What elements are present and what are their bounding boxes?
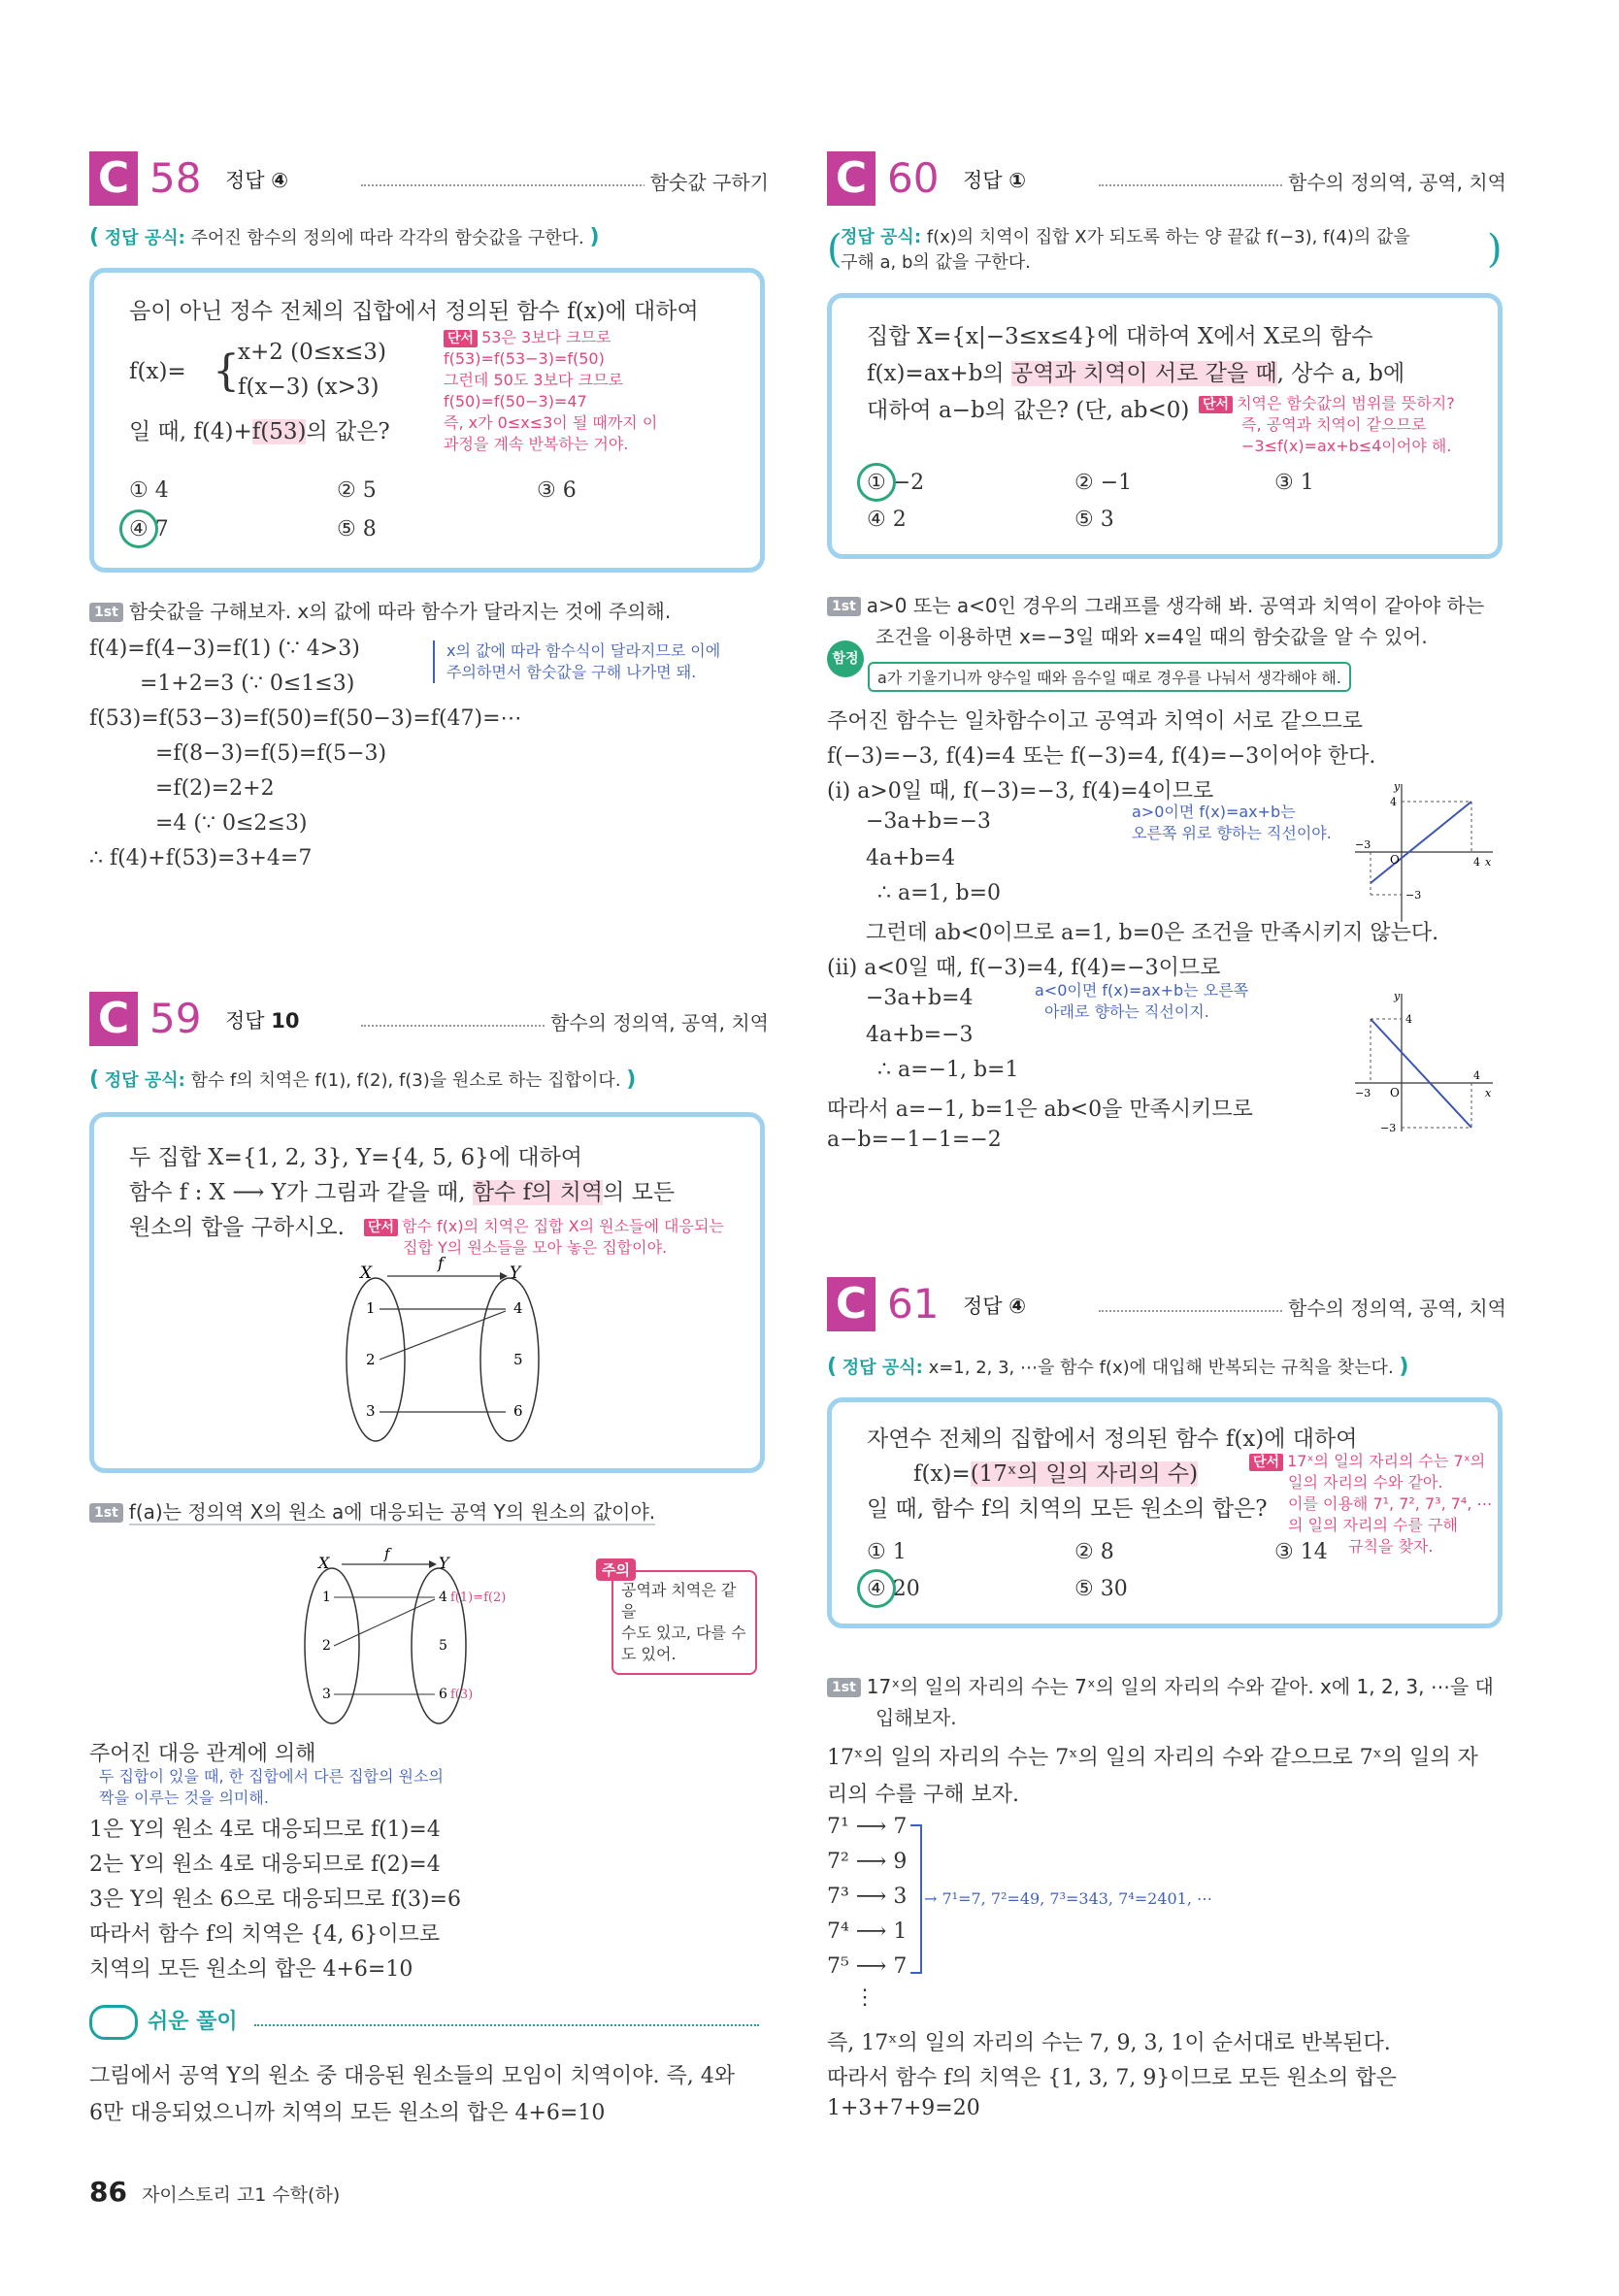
easy-solution-header: 쉬운 풀이 xyxy=(89,2005,238,2040)
first-step: 1st 함숫값을 구해보자. x의 값에 따라 함수가 달라지는 것에 주의해. xyxy=(89,596,671,627)
answer-label: 정답 ④ xyxy=(225,169,289,192)
solution-line: 치역의 모든 원소의 합은 4+6=10 xyxy=(89,1957,413,1982)
problem-58-header xyxy=(89,151,769,206)
mapping-diagram-2 xyxy=(293,1545,507,1739)
image-label: f(3) xyxy=(450,1688,474,1702)
svg-text:−3: −3 xyxy=(1405,889,1422,902)
side-note: a<0이면 f(x)=ax+b는 오른쪽 아래로 향하는 직선이지. xyxy=(1035,981,1249,1021)
topic-label: 함수의 정의역, 공역, 치역 xyxy=(1282,167,1506,195)
solution-line: =f(8−3)=f(5)=f(5−3) xyxy=(155,741,387,766)
choice-5[interactable]: ⑤ 8 xyxy=(337,517,377,541)
solution-line: −3a+b=4 xyxy=(866,986,974,1010)
solution-line: =4 (∵ 0≤2≤3) xyxy=(155,811,308,836)
choice-4[interactable]: ④ 2 xyxy=(867,508,907,532)
solution-line: 즉, 17ˣ의 일의 자리의 수는 7, 9, 3, 1이 순서대로 반복된다. xyxy=(827,2031,1391,2055)
solution-line: 4a+b=−3 xyxy=(866,1023,974,1047)
answer-circle xyxy=(857,463,896,502)
solution-line: 3은 Y의 원소 6으로 대응되므로 f(3)=6 xyxy=(89,1887,461,1912)
problem-line: 원소의 합을 구하시오. xyxy=(129,1215,345,1240)
f-label: f xyxy=(438,1254,444,1272)
hint-box: 단서 함수 f(x)의 치역은 집합 X의 원소들에 대응되는 집합 Y의 원소들을 모아 놓은 집합이야. xyxy=(364,1216,724,1259)
svg-text:4: 4 xyxy=(1405,1013,1412,1026)
choice-4[interactable]: ④ 20 xyxy=(867,1577,920,1601)
solution-line: 따라서 a=−1, b=1은 ab<0을 만족시키므로 xyxy=(827,1098,1253,1122)
problem-line: 음이 아닌 정수 전체의 집합에서 정의된 함수 f(x)에 대하여 xyxy=(129,299,699,324)
choice-2[interactable]: ② 8 xyxy=(1074,1540,1114,1564)
problem-59-box xyxy=(89,1112,765,1473)
choice-1[interactable]: ① 4 xyxy=(129,478,169,503)
choice-1[interactable]: ① −2 xyxy=(867,471,925,495)
y-element: 4 xyxy=(513,1299,523,1317)
svg-text:O: O xyxy=(1390,853,1400,867)
svg-text:2: 2 xyxy=(322,1638,331,1654)
easy-line: 6만 대응되었으니까 치역의 모든 원소의 합은 4+6=10 xyxy=(89,2101,606,2125)
problem-line: 대하여 a−b의 값은? (단, ab<0) xyxy=(867,398,1190,423)
power-line: 7⁴ ⟶ 1 xyxy=(827,1919,908,1944)
svg-text:4: 4 xyxy=(1390,796,1397,808)
choice-5[interactable]: ⑤ 30 xyxy=(1074,1577,1128,1601)
svg-text:x: x xyxy=(1485,856,1492,869)
problem-number: 59 xyxy=(149,995,202,1042)
choice-1[interactable]: ① 1 xyxy=(867,1540,907,1564)
x-element: 3 xyxy=(366,1402,376,1420)
problem-line: 집합 X={x|−3≤x≤4}에 대하여 X에서 X로의 함수 xyxy=(867,324,1373,349)
first-step: 1st 17ˣ의 일의 자리의 수는 7ˣ의 일의 자리의 수와 같아. x에 1, 2, 3, ⋯을 대 입해보자. xyxy=(827,1671,1494,1733)
side-note: x의 값에 따라 함수식이 달라지므로 이에 주의하면서 함숫값을 구해 나가면 돼. xyxy=(433,640,720,683)
x-element: 1 xyxy=(366,1299,376,1317)
solution-line: 그런데 ab<0이므로 a=1, b=0은 조건을 만족시키지 않는다. xyxy=(866,921,1439,945)
answer-formula: ( 정답 공식: 주어진 함수의 정의에 따라 각각의 함숫값을 구한다. ) xyxy=(89,225,600,249)
power-line: 7² ⟶ 9 xyxy=(827,1850,908,1874)
y-element: 5 xyxy=(513,1351,523,1368)
answer-formula: 정답 공식: f(x)의 치역이 집합 X가 되도록 하는 양 끝값 f(−3), f(4)의 값을 구해 a, b의 값을 구한다. xyxy=(841,227,1410,273)
solution-line: 따라서 함수 f의 치역은 {4, 6}이므로 xyxy=(89,1922,441,1947)
power-line: ⋮ xyxy=(854,1985,876,2010)
answer-formula: ( 정답 공식: 함수 f의 치역은 f(1), f(2), f(3)을 원소로 하는 집합이다. ) xyxy=(89,1067,637,1092)
c-badge: C xyxy=(827,1277,876,1331)
choice-3[interactable]: ③ 1 xyxy=(1274,471,1314,495)
solution-line: 17ˣ의 일의 자리의 수는 7ˣ의 일의 자리의 수와 같으므로 7ˣ의 일의 자 xyxy=(827,1746,1478,1770)
caution-box: 주의 공역과 치역은 같을 수도 있고, 다를 수 도 있어. xyxy=(611,1570,757,1675)
case-line: x+2 (0≤x≤3) xyxy=(238,340,386,365)
answer-circle xyxy=(857,1569,896,1608)
choice-5[interactable]: ⑤ 3 xyxy=(1074,508,1114,532)
choice-2[interactable]: ② −1 xyxy=(1074,471,1133,495)
case-line: f(x−3) (x>3) xyxy=(238,375,380,400)
hint-box: 단서 치역은 함숫값의 범위를 뜻하지? 즉, 공역과 치역이 같으므로 −3≤f(x)=ax+b≤4이어야 해. xyxy=(1199,393,1455,457)
image-label: f(1)=f(2) xyxy=(450,1591,507,1605)
side-note: 두 집합이 있을 때, 한 집합에서 다른 집합의 원소의 짝을 이루는 것을 의미해. xyxy=(99,1767,444,1807)
side-note: a>0이면 f(x)=ax+b는 오른쪽 위로 향하는 직선이야. xyxy=(1132,803,1332,842)
set-x-label: X xyxy=(360,1263,373,1283)
svg-text:5: 5 xyxy=(439,1638,447,1654)
solution-line: (i) a>0일 때, f(−3)=−3, f(4)=4이므로 xyxy=(827,779,1214,804)
topic-label: 함수의 정의역, 공역, 치역 xyxy=(1282,1293,1506,1321)
solution-line: =f(2)=2+2 xyxy=(155,776,275,801)
problem-59-header xyxy=(89,992,769,1046)
solution-line: (ii) a<0일 때, f(−3)=4, f(4)=−3이므로 xyxy=(827,956,1221,980)
svg-text:−3: −3 xyxy=(1355,1087,1371,1099)
graph-increasing xyxy=(1351,780,1497,926)
problem-line: 일 때, 함수 f의 치역의 모든 원소의 합은? xyxy=(867,1496,1268,1522)
svg-text:−3: −3 xyxy=(1380,1122,1397,1134)
mapping-diagram xyxy=(337,1253,550,1457)
problem-61-header xyxy=(827,1277,1506,1331)
set-y-label: Y xyxy=(510,1263,521,1283)
problem-line: 함수 f : X ⟶ Y가 그림과 같을 때, 함수 f의 치역의 모든 xyxy=(129,1180,676,1205)
svg-text:y: y xyxy=(1394,780,1401,793)
power-line: 7¹ ⟶ 7 xyxy=(827,1815,908,1839)
solution-line: 리의 수를 구해 보자. xyxy=(827,1783,1019,1807)
solution-line: =1+2=3 (∵ 0≤1≤3) xyxy=(140,672,355,696)
solution-line: 주어진 대응 관계에 의해 xyxy=(89,1742,316,1766)
problem-line: f(x)=(17ˣ의 일의 자리의 수) xyxy=(913,1461,1199,1487)
problem-line: f(x)=ax+b의 공역과 치역이 서로 같을 때, 상수 a, b에 xyxy=(867,361,1405,386)
solution-line: a−b=−1−1=−2 xyxy=(827,1128,1002,1152)
solution-line: 1+3+7+9=20 xyxy=(827,2096,980,2120)
solution-line: f(−3)=−3, f(4)=4 또는 f(−3)=4, f(4)=−3이어야 한다. xyxy=(827,744,1376,769)
page-number: 86 xyxy=(89,2176,127,2208)
topic-label: 함숫값 구하기 xyxy=(644,167,769,195)
first-step: 1st a>0 또는 a<0인 경우의 그래프를 생각해 봐. 공역과 치역이 같아야 하는 조건을 이용하면 x=−3일 때와 x=4일 때의 함숫값을 알 수 있어. xyxy=(827,590,1484,652)
solution-line: ∴ a=1, b=0 xyxy=(877,881,1002,905)
svg-text:f: f xyxy=(384,1545,390,1562)
bracket xyxy=(910,1824,922,1974)
svg-text:Y: Y xyxy=(439,1554,449,1572)
svg-text:x: x xyxy=(1485,1087,1492,1099)
x-element: 2 xyxy=(366,1351,376,1368)
solution-line: −3a+b=−3 xyxy=(866,809,991,834)
answer-formula: ( 정답 공식: x=1, 2, 3, ⋯을 함수 f(x)에 대입해 반복되는 규칙을 찾는다. ) xyxy=(827,1355,1409,1379)
svg-text:6: 6 xyxy=(439,1687,447,1702)
page-footer xyxy=(89,2176,340,2208)
graph-decreasing xyxy=(1351,990,1497,1135)
brace: { xyxy=(213,346,240,396)
y-element: 6 xyxy=(513,1402,523,1420)
power-line: 7³ ⟶ 3 xyxy=(827,1885,908,1909)
solution-line: 주어진 함수는 일차함수이고 공역과 치역이 서로 같으므로 xyxy=(827,709,1364,734)
svg-text:O: O xyxy=(1390,1086,1400,1099)
c-badge: C xyxy=(89,992,138,1046)
choice-3[interactable]: ③ 14 xyxy=(1274,1540,1328,1564)
answer-circle xyxy=(119,509,158,548)
c-badge: C xyxy=(827,151,876,206)
power-line: 7⁵ ⟶ 7 xyxy=(827,1954,908,1979)
paren: ) xyxy=(1487,227,1503,272)
problem-60-header xyxy=(827,151,1506,206)
answer-label: 정답 10 xyxy=(225,1009,300,1033)
first-step: 1st f(a)는 정의역 X의 원소 a에 대응되는 공역 Y의 원소의 값이야. xyxy=(89,1496,655,1527)
problem-number: 58 xyxy=(149,154,202,202)
hint-box: 단서 53은 3보다 크므로 f(53)=f(53−3)=f(50) 그런데 50도 3보다 크므로 f(50)=f(50−3)=47 즉, x가 0≤x≤3이 될 때까지 이 과정을 계속 반복하는 거야. xyxy=(444,328,658,453)
svg-text:3: 3 xyxy=(322,1687,331,1702)
problem-line: 두 집합 X={1, 2, 3}, Y={4, 5, 6}에 대하여 xyxy=(129,1145,583,1170)
problem-line: f(x)= xyxy=(129,359,186,384)
topic-label: 함수의 정의역, 공역, 치역 xyxy=(545,1007,769,1035)
problem-line: 일 때, f(4)+f(53)의 값은? xyxy=(129,419,390,444)
solution-line: 1은 Y의 원소 4로 대응되므로 f(1)=4 xyxy=(89,1818,441,1842)
svg-text:X: X xyxy=(318,1554,330,1572)
problem-number: 60 xyxy=(887,154,940,202)
solution-line: ∴ a=−1, b=1 xyxy=(877,1058,1019,1082)
trap-badge: 함정 xyxy=(827,640,864,677)
solution-line: f(53)=f(53−3)=f(50)=f(50−3)=f(47)=⋯ xyxy=(89,706,522,731)
problem-58-box xyxy=(89,268,765,573)
choice-4[interactable]: ④ 7 xyxy=(129,517,169,541)
svg-text:4: 4 xyxy=(439,1590,447,1605)
solution-line: ∴ f(4)+f(53)=3+4=7 xyxy=(89,846,313,870)
svg-text:4: 4 xyxy=(1473,856,1480,869)
paren: ( xyxy=(827,227,843,272)
choice-3[interactable]: ③ 6 xyxy=(537,478,577,503)
c-badge: C xyxy=(89,151,138,206)
answer-label: 정답 ④ xyxy=(963,1295,1027,1318)
problem-61-box xyxy=(827,1397,1503,1628)
trap-note: a가 기울기니까 양수일 때와 음수일 때로 경우를 나눠서 생각해야 해. xyxy=(868,662,1351,692)
svg-text:y: y xyxy=(1394,990,1401,1002)
svg-text:−3: −3 xyxy=(1355,838,1371,851)
solution-line: 2는 Y의 원소 4로 대응되므로 f(2)=4 xyxy=(89,1853,441,1877)
answer-label: 정답 ① xyxy=(963,169,1027,192)
svg-text:1: 1 xyxy=(322,1590,331,1605)
easy-line: 그림에서 공역 Y의 원소 중 대응된 원소들의 모임이 치역이야. 즉, 4와 xyxy=(89,2064,735,2088)
glasses-icon xyxy=(89,2005,138,2040)
choice-2[interactable]: ② 5 xyxy=(337,478,377,503)
problem-60-box xyxy=(827,293,1503,559)
problem-number: 61 xyxy=(887,1280,940,1328)
svg-text:4: 4 xyxy=(1473,1069,1480,1082)
problem-line: 자연수 전체의 집합에서 정의된 함수 f(x)에 대하여 xyxy=(867,1427,1358,1452)
solution-line: 4a+b=4 xyxy=(866,846,956,870)
hint-box: 단서 17ˣ의 일의 자리의 수는 7ˣ의 일의 자리의 수와 같아. 이를 이용해 7¹, 7², 7³, 7⁴, ⋯ 의 일의 자리의 수를 구해 규칙을 찾자. xyxy=(1249,1451,1493,1558)
power-note: → 7¹=7, 7²=49, 7³=343, 7⁴=2401, ⋯ xyxy=(924,1889,1212,1908)
solution-line: f(4)=f(4−3)=f(1) (∵ 4>3) xyxy=(89,637,360,661)
divider xyxy=(254,2024,759,2026)
book-title: 자이스토리 고1 수학(하) xyxy=(142,2184,341,2206)
solution-line: 따라서 함수 f의 치역은 {1, 3, 7, 9}이므로 모든 원소의 합은 xyxy=(827,2066,1397,2090)
